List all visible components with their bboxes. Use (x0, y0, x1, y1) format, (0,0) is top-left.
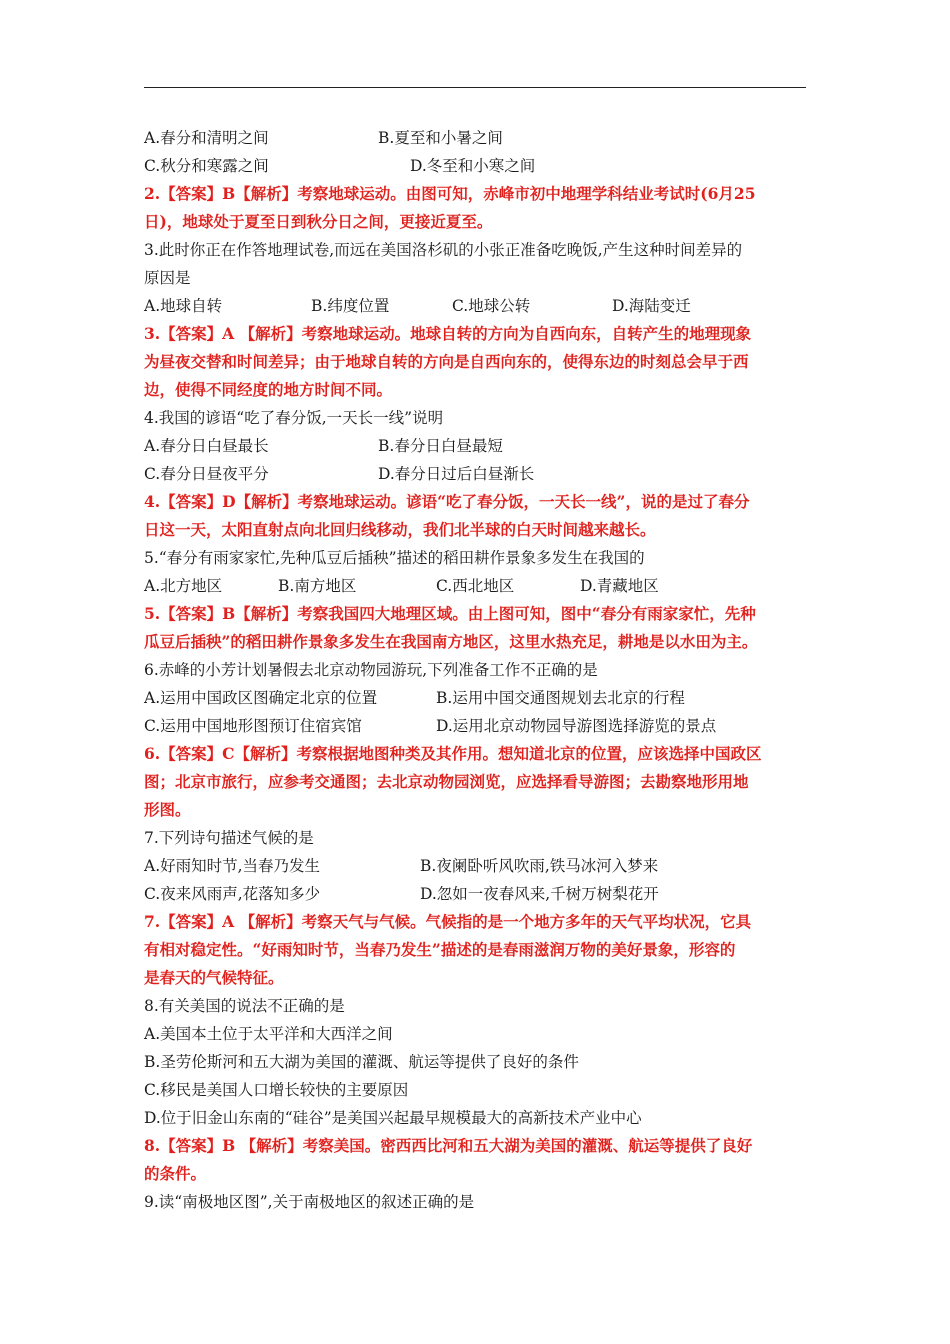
q8-option-c: C.移民是美国人口增长较快的主要原因 (144, 1081, 409, 1099)
q6-stem: 6.赤峰的小芳计划暑假去北京动物园游玩,下列准备工作不正确的是 (144, 661, 598, 679)
answer-3-line-1 (144, 320, 806, 348)
q4-option-d: D.春分日过后白昼渐长 (378, 465, 535, 483)
q3-stem-line-1: 3.此时你正在作答地理试卷,而远在美国洛杉矶的小张正准备吃晚饭,产生这种时间差异的 (144, 241, 743, 259)
q3-stem-line-2: 原因是 (144, 269, 191, 287)
answer-8-line-1 (144, 1132, 806, 1160)
q5-stem: 5.“春分有雨家家忙,先种瓜豆后插秧”描述的稻田耕作景象多发生在我国的 (144, 549, 645, 567)
q8-option-d: D.位于旧金山东南的“硅谷”是美国兴起最早规模最大的高新技术产业中心 (144, 1109, 642, 1127)
answer-2-label: 2.【答案】B【解析】 (144, 184, 298, 203)
answer-7-text: 考察天气与气候。气候指的是一个地方多年的天气平均状况，它具 (301, 912, 752, 931)
answer-4-line-1 (144, 488, 806, 516)
answer-6-line-2: 图；北京市旅行，应参考交通图；去北京动物园浏览，应选择看导游图；去勘察地形用地 (144, 772, 749, 791)
document-body (144, 124, 806, 1216)
answer-3-label: 3.【答案】A 【解析】 (144, 324, 302, 343)
answer-7-line-3: 是春天的气候特征。 (144, 968, 284, 987)
q6-options-row-1 (144, 684, 806, 712)
answer-5-label: 5.【答案】B【解析】 (144, 604, 298, 623)
q4-options-row-1 (144, 432, 806, 460)
answer-6-text: 考察根据地图种类及其作用。想知道北京的位置，应该选择中国政区 (296, 744, 762, 763)
q8-option-b: B.圣劳伦斯河和五大湖为美国的灌溉、航运等提供了良好的条件 (144, 1053, 579, 1071)
answer-7-line-1 (144, 908, 806, 936)
q5-option-b: B.南方地区 (278, 577, 357, 595)
q3-option-c: C.地球公转 (452, 297, 531, 315)
answer-7-label: 7.【答案】A 【解析】 (144, 912, 302, 931)
q1-option-d: D.冬至和小寒之间 (410, 157, 536, 175)
q4-option-b: B.春分日白昼最短 (378, 437, 503, 455)
q5-option-d: D.青藏地区 (580, 577, 659, 595)
q1-option-c: C.秋分和寒露之间 (144, 157, 269, 175)
q4-options-row-2 (144, 460, 806, 488)
answer-3-line-3: 边，使得不同经度的地方时间不同。 (144, 380, 393, 399)
answer-6-label: 6.【答案】C【解析】 (144, 744, 297, 763)
answer-8-line-2: 的条件。 (144, 1164, 207, 1183)
q7-option-b: B.夜阑卧听风吹雨,铁马冰河入梦来 (420, 857, 659, 875)
q1-option-b: B.夏至和小暑之间 (378, 129, 503, 147)
answer-4-line-2: 日这一天，太阳直射点向北回归线移动，我们北半球的白天时间越来越长。 (144, 520, 656, 539)
answer-2-text: 考察地球运动。由图可知，赤峰市初中地理学科结业考试时(6月25 (297, 184, 756, 203)
answer-2-line-2: 日)，地球处于夏至日到秋分日之间，更接近夏至。 (144, 212, 493, 231)
q3-options-row (144, 292, 806, 320)
q4-option-a: A.春分日白昼最长 (144, 437, 269, 455)
header-rule (144, 87, 806, 88)
q4-option-c: C.春分日昼夜平分 (144, 465, 269, 483)
answer-6-line-1 (144, 740, 806, 768)
q8-stem: 8.有关美国的说法不正确的是 (144, 997, 345, 1015)
q7-option-c: C.夜来风雨声,花落知多少 (144, 885, 321, 903)
q7-stem: 7.下列诗句描述气候的是 (144, 829, 314, 847)
q6-option-a: A.运用中国政区图确定北京的位置 (144, 689, 378, 707)
q1-option-a: A.春分和清明之间 (144, 129, 269, 147)
q6-option-b: B.运用中国交通图规划去北京的行程 (436, 689, 685, 707)
q8-option-a: A.美国本土位于太平洋和大西洋之间 (144, 1025, 393, 1043)
q3-option-d: D.海陆变迁 (612, 297, 691, 315)
answer-5-line-2: 瓜豆后插秧”的稻田耕作景象多发生在我国南方地区，这里水热充足，耕地是以水田为主。 (144, 632, 758, 651)
answer-7-line-2: 有相对稳定性。“好雨知时节，当春乃发生”描述的是春雨滋润万物的美好景象，形容的 (144, 940, 736, 959)
q7-option-a: A.好雨知时节,当春乃发生 (144, 857, 321, 875)
answer-8-label: 8.【答案】B 【解析】 (144, 1136, 303, 1155)
answer-5-line-1 (144, 600, 806, 628)
answer-4-text: 考察地球运动。谚语“吃了春分饭，一天长一线”，说的是过了春分 (297, 492, 750, 511)
q6-option-c: C.运用中国地形图预订住宿宾馆 (144, 717, 362, 735)
q7-options-row-1 (144, 852, 806, 880)
q1-options-row-1 (144, 124, 806, 152)
answer-6-line-3: 形图。 (144, 800, 191, 819)
answer-3-text: 考察地球运动。地球自转的方向为自西向东，自转产生的地理现象 (301, 324, 752, 343)
answer-5-text: 考察我国四大地理区域。由上图可知，图中“春分有雨家家忙，先种 (297, 604, 756, 623)
q7-option-d: D.忽如一夜春风来,千树万树梨花开 (420, 885, 659, 903)
q5-option-a: A.北方地区 (144, 577, 223, 595)
q1-options-row-2 (144, 152, 806, 180)
answer-8-text: 考察美国。密西西比河和五大湖为美国的灌溉、航运等提供了良好 (302, 1136, 753, 1155)
answer-3-line-2: 为昼夜交替和时间差异；由于地球自转的方向是自西向东的，使得东边的时刻总会早于西 (144, 352, 749, 371)
q6-options-row-2 (144, 712, 806, 740)
q4-stem: 4.我国的谚语“吃了春分饭,一天长一线”说明 (144, 409, 444, 427)
q6-option-d: D.运用北京动物园导游图选择游览的景点 (436, 717, 717, 735)
q5-options-row (144, 572, 806, 600)
q7-options-row-2 (144, 880, 806, 908)
q3-option-b: B.纬度位置 (311, 297, 390, 315)
answer-2-line-1 (144, 180, 806, 208)
q9-stem: 9.读“南极地区图”,关于南极地区的叙述正确的是 (144, 1193, 475, 1211)
q5-option-c: C.西北地区 (436, 577, 515, 595)
answer-4-label: 4.【答案】D【解析】 (144, 492, 298, 511)
q3-option-a: A.地球自转 (144, 297, 223, 315)
